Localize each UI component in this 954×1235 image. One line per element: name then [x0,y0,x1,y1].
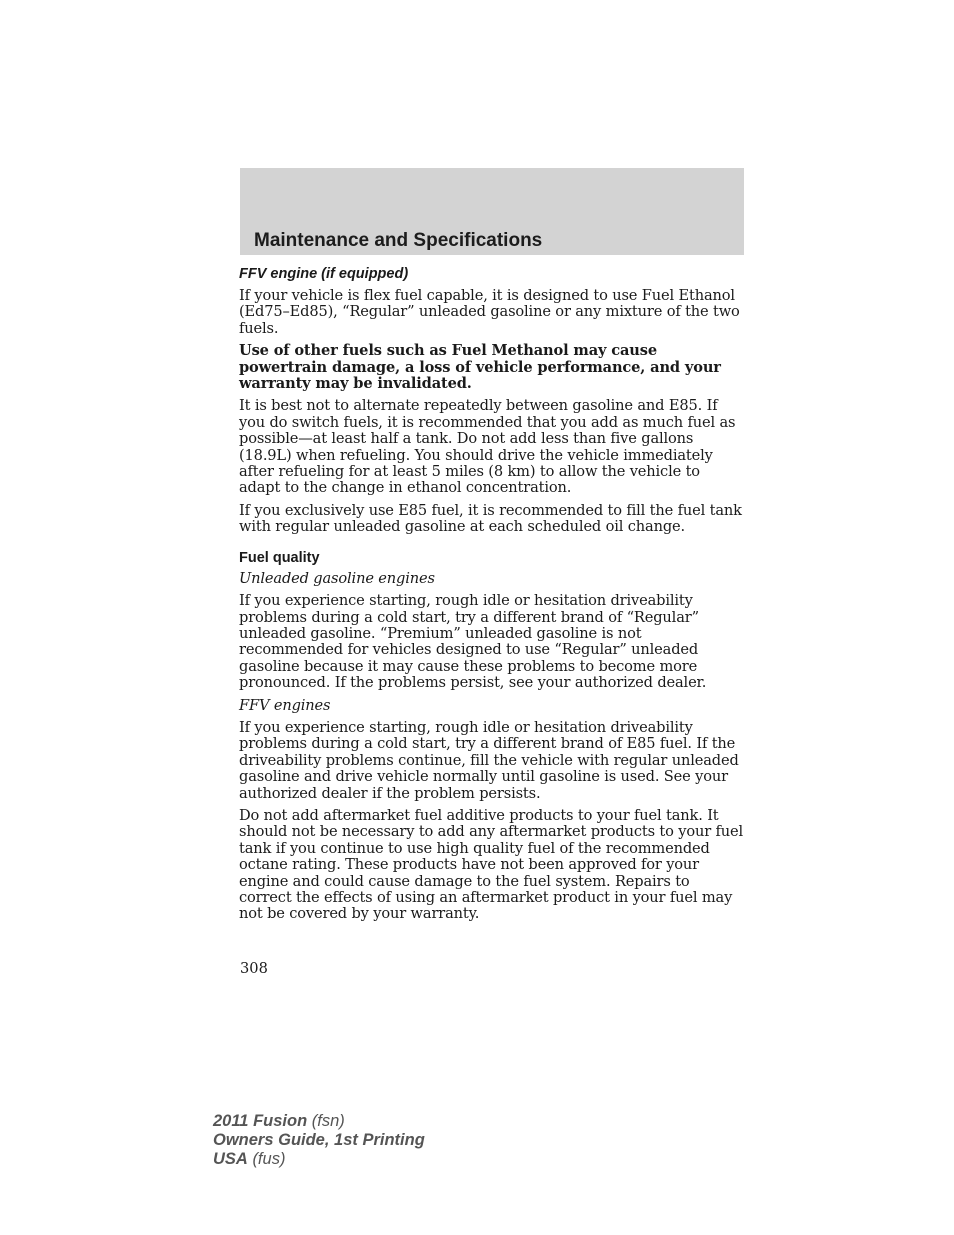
section-title: Maintenance and Specifications [254,230,543,251]
page-number: 308 [240,960,268,977]
page-content [239,266,745,929]
ffv-paragraph-1: If your vehicle is flex fuel capable, it is designed to use Fuel Ethanol (Ed75–Ed85), “Regular” unleaded gasoline or any mixture of the two fuels. [239,287,740,337]
fuel-quality-paragraph-2: If you experience starting, rough idle or hesitation driveability problems during a cold start, try a different brand of E85 fuel. If the driveability problems continue, fill the vehicle with regular unleaded gasoline and drive vehicle normally until gasoline is used. See your authorized dealer if the problem persists. [239,718,739,802]
ffv-engine-heading: FFV engine (if equipped) [239,266,409,282]
unleaded-engines-subheading: Unleaded gasoline engines [239,569,435,587]
ffv-paragraph-3: If you exclusively use E85 fuel, it is recommended to fill the fuel tank with regular unleaded gasoline at each scheduled oil change. [239,501,742,536]
document-footer [213,1112,425,1169]
footer-guide: Owners Guide, 1st Printing [213,1131,425,1149]
footer-market-code: (fus) [252,1150,286,1168]
ffv-engines-subheading: FFV engines [239,696,331,714]
footer-line-guide [213,1131,425,1150]
footer-line-market [213,1150,425,1169]
ffv-paragraph-2: It is best not to alternate repeatedly between gasoline and E85. If you do switch fuels, it is recommended that you add as much fuel as possible—at least half a tank. Do not add less than five gallons (18.9L) when refueling. You should drive the vehicle immediately after refueling for at least 5 miles (8 km) to allow the vehicle to adapt to the change in ethanol concentration. [239,397,736,497]
footer-market: USA [213,1150,248,1168]
section-header-band [240,168,744,255]
ffv-warning-paragraph: Use of other fuels such as Fuel Methanol may cause powertrain damage, a loss of vehicle performance, and your warranty may be invalidated. [239,342,721,393]
footer-model-code: (fsn) [311,1112,345,1130]
footer-line-model [213,1112,425,1131]
fuel-quality-heading: Fuel quality [239,549,320,566]
fuel-quality-paragraph-1: If you experience starting, rough idle or hesitation driveability problems during a cold start, try a different brand of “Regular” unleaded gasoline. “Premium” unleaded gasoline is not recommended for vehicles designed to use “Regular” unleaded gasoline because it may cause these problems to become more pronounced. If the problems persist, see your authorized dealer. [239,592,707,692]
fuel-quality-paragraph-3: Do not add aftermarket fuel additive products to your fuel tank. It should not be necessary to add any aftermarket products to your fuel tank if you continue to use high quality fuel of the recommended octane rating. These products have not been approved for your engine and could cause damage to the fuel system. Repairs to correct the effects of using an aftermarket product in your fuel may not be covered by your warranty. [239,806,744,923]
footer-model: 2011 Fusion [213,1112,308,1130]
